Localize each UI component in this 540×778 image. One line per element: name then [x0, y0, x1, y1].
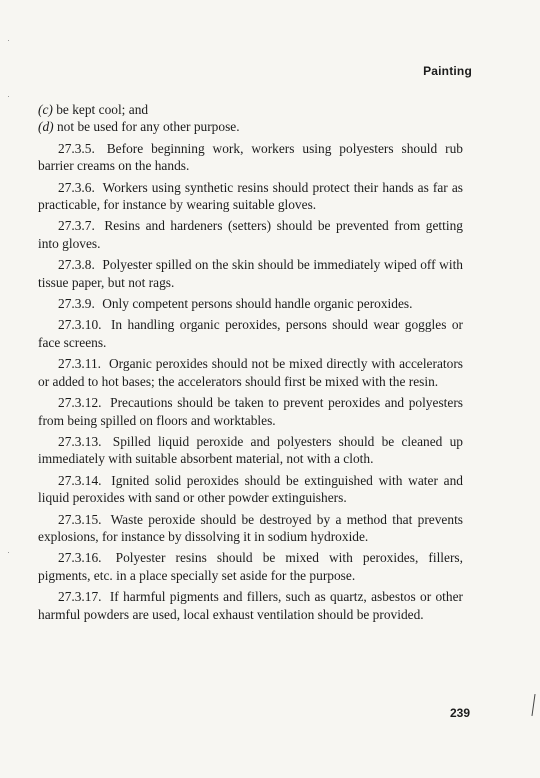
paragraph	[38, 588, 463, 623]
paragraph-text: Resins and hardeners (setters) should be prevented from getting into gloves.	[38, 218, 463, 251]
paragraph-text: If harmful pigments and fillers, such as quartz, asbestos or other harmful powders are used, local exhaust ventilation should be provided.	[38, 589, 463, 622]
paragraph-number: 27.3.12.	[58, 395, 102, 411]
paragraph-number: 27.3.8.	[58, 257, 95, 273]
paragraph	[38, 316, 463, 351]
paragraph-number: 27.3.5.	[58, 140, 95, 156]
paragraph-number: 27.3.6.	[58, 179, 95, 195]
paragraph-text: Only competent persons should handle organic peroxides.	[102, 296, 413, 312]
paragraph-text: Precautions should be taken to prevent peroxides and polyesters from being spilled on floors and worktables.	[38, 395, 463, 428]
list-item-text: not be used for any other purpose.	[56, 119, 240, 135]
paragraph-number: 27.3.14.	[58, 472, 102, 488]
paragraph	[38, 295, 463, 312]
paragraph-text: Spilled liquid peroxide and polyesters should be cleaned up immediately with suitable absorbent material, not with a cloth.	[38, 433, 463, 467]
paragraph	[38, 256, 463, 291]
paragraph-number: 27.3.9.	[58, 296, 95, 312]
paragraph-number: 27.3.15.	[58, 511, 102, 527]
paragraph	[38, 355, 463, 390]
paragraph-number: 27.3.13.	[58, 433, 102, 449]
paragraph-text: Waste peroxide should be destroyed by a method that prevents explosions, for instance by dissolving it in sodium hydroxide.	[38, 511, 463, 544]
paragraph-number: 27.3.10.	[58, 317, 102, 333]
body-text	[38, 101, 463, 623]
paragraph-number: 27.3.16.	[58, 550, 102, 566]
paragraph-text: Ignited solid peroxides should be extinguished with water and liquid peroxides with sand or other powder extinguishers.	[38, 472, 463, 506]
paragraph	[38, 217, 463, 252]
paragraph-text: Polyester resins should be mixed with peroxides, fillers, pigments, etc. in a place specially set aside for the purpose.	[38, 550, 463, 583]
scan-speck	[8, 96, 9, 97]
paragraph	[38, 472, 463, 507]
list-item	[38, 118, 463, 135]
list-marker: (c)	[38, 102, 53, 117]
paragraph-text: Organic peroxides should not be mixed directly with accelerators or added to hot bases; the accelerators should first be mixed with the resin.	[38, 356, 463, 389]
paragraph	[38, 179, 463, 214]
paragraph	[38, 140, 463, 175]
list-item-text: be kept cool; and	[56, 102, 149, 117]
paragraph	[38, 433, 463, 468]
paragraph-text: In handling organic peroxides, persons should wear goggles or face screens.	[38, 317, 463, 350]
list-marker: (d)	[38, 119, 54, 135]
paragraph	[38, 394, 463, 429]
paragraph-number: 27.3.7.	[58, 218, 95, 234]
paragraph-number: 27.3.11.	[58, 356, 102, 372]
paragraph-text: Before beginning work, workers using polyesters should rub barrier creams on the hands.	[38, 140, 463, 174]
page-number: 239	[449, 706, 470, 720]
list-item	[38, 101, 463, 118]
paragraph	[38, 549, 463, 584]
running-head: Painting	[423, 64, 472, 78]
scan-edge-mark	[531, 694, 535, 716]
scan-speck	[8, 552, 9, 553]
paragraph-number: 27.3.17.	[58, 589, 102, 605]
paragraph-text: Polyester spilled on the skin should be immediately wiped off with tissue paper, but not rags.	[38, 257, 463, 290]
scan-speck	[8, 40, 9, 41]
paragraph	[38, 511, 463, 546]
paragraph-text: Workers using synthetic resins should protect their hands as far as practicable, for instance by wearing suitable gloves.	[38, 179, 463, 213]
